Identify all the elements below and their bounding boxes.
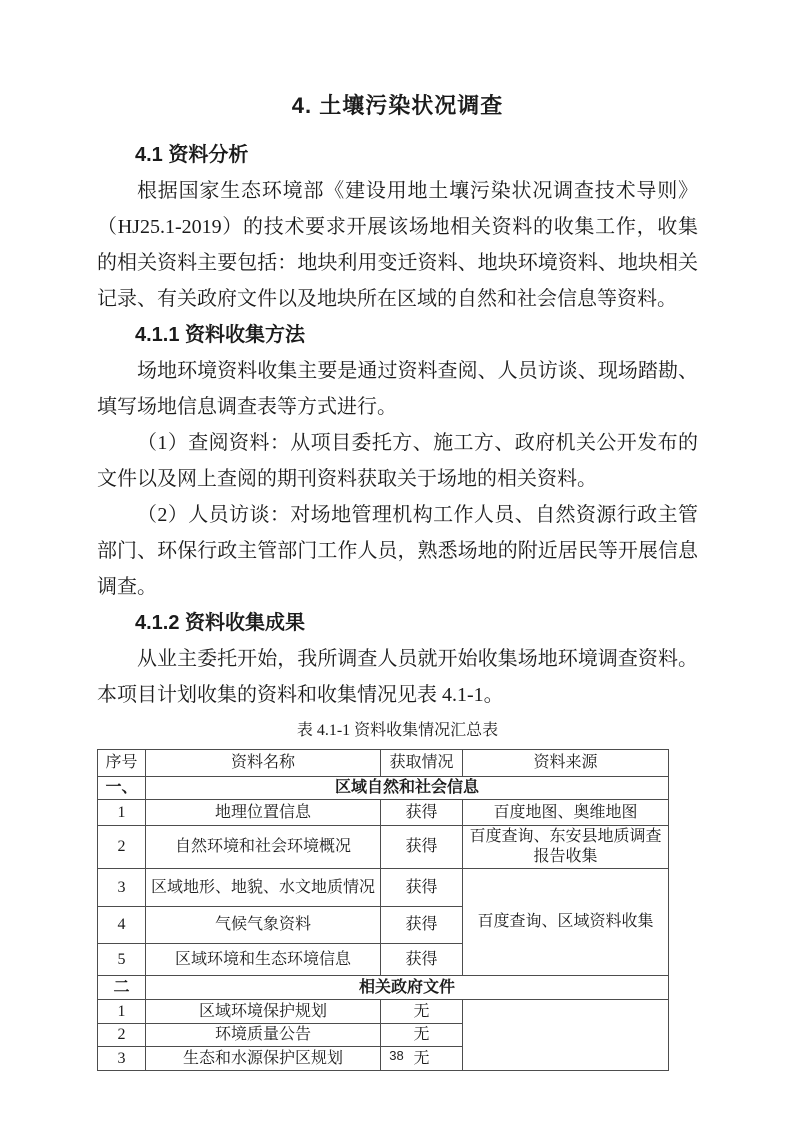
cell-index: 2 bbox=[98, 1024, 146, 1047]
paragraph-4-1-1-intro: 场地环境资料收集主要是通过资料查阅、人员访谈、现场踏勘、填写场地信息调查表等方式进行。 bbox=[97, 360, 698, 418]
table-caption: 表 4.1-1 资料收集情况汇总表 bbox=[296, 722, 499, 739]
paragraph-4-1: 根据国家生态环境部《建设用地土壤污染状况调查技术导则》（HJ25.1-2019）的技术要求开展该场地相关资料的收集工作，收集的相关资料主要包括：地块利用变迁资料、地块环境资料、地块相关记录、有关政府文件以及地块所在区域的自然和社会信息等资料。 bbox=[97, 180, 698, 310]
cell-status: 获得 bbox=[381, 800, 463, 826]
cell-index: 1 bbox=[98, 1000, 146, 1024]
cell-index: 2 bbox=[98, 826, 146, 869]
table-section-row-2 bbox=[98, 976, 669, 1000]
section-index: 二 bbox=[98, 976, 146, 1000]
cell-source: 百度地图、奥维地图 bbox=[463, 800, 669, 826]
col-header-status: 获取情况 bbox=[381, 750, 463, 777]
cell-source: 百度查询、东安县地质调查报告收集 bbox=[463, 826, 669, 869]
col-header-source: 资料来源 bbox=[463, 750, 669, 777]
cell-index: 5 bbox=[98, 944, 146, 976]
cell-name: 生态和水源保护区规划 bbox=[146, 1047, 381, 1071]
cell-index: 1 bbox=[98, 800, 146, 826]
table-row bbox=[98, 800, 669, 826]
cell-name: 自然环境和社会环境概况 bbox=[146, 826, 381, 869]
paragraph-4-1-1-item-1: （1）查阅资料：从项目委托方、施工方、政府机关公开发布的文件以及网上查阅的期刊资料获取关于场地的相关资料。 bbox=[97, 432, 698, 490]
cell-status: 获得 bbox=[381, 907, 463, 944]
section-title: 相关政府文件 bbox=[146, 976, 669, 1000]
cell-status: 获得 bbox=[381, 826, 463, 869]
table-section-row-1 bbox=[98, 777, 669, 800]
section-heading-4-1: 4.1 资料分析 bbox=[135, 144, 249, 166]
cell-name: 区域地形、地貌、水文地质情况 bbox=[146, 869, 381, 907]
col-header-name: 资料名称 bbox=[146, 750, 381, 777]
cell-name: 区域环境和生态环境信息 bbox=[146, 944, 381, 976]
table-row bbox=[98, 869, 669, 907]
cell-status: 无 bbox=[381, 1000, 463, 1024]
cell-name: 环境质量公告 bbox=[146, 1024, 381, 1047]
section-index: 一、 bbox=[98, 777, 146, 800]
cell-index: 3 bbox=[98, 869, 146, 907]
paragraph-4-1-1-item-2: （2）人员访谈：对场地管理机构工作人员、自然资源行政主管部门、环保行政主管部门工作人员，熟悉场地的附近居民等开展信息调查。 bbox=[97, 504, 698, 598]
cell-status: 获得 bbox=[381, 869, 463, 907]
page-title: 4. 土壤污染状况调查 bbox=[291, 93, 504, 118]
cell-source-merged: 百度查询、区域资料收集 bbox=[463, 869, 669, 976]
cell-status: 获得 bbox=[381, 944, 463, 976]
data-collection-table bbox=[97, 749, 669, 1071]
table-header-row bbox=[98, 750, 669, 777]
section-heading-4-1-2: 4.1.2 资料收集成果 bbox=[135, 612, 306, 634]
section-heading-4-1-1: 4.1.1 资料收集方法 bbox=[135, 324, 306, 346]
col-header-index: 序号 bbox=[98, 750, 146, 777]
page-number: 38 bbox=[389, 1048, 404, 1063]
section-title: 区域自然和社会信息 bbox=[146, 777, 669, 800]
cell-status: 无 bbox=[381, 1047, 463, 1071]
cell-name: 气候气象资料 bbox=[146, 907, 381, 944]
table-row bbox=[98, 826, 669, 869]
paragraph-4-1-2: 从业主委托开始，我所调查人员就开始收集场地环境调查资料。本项目计划收集的资料和收集情况见表 4.1-1。 bbox=[97, 648, 698, 706]
cell-status: 无 bbox=[381, 1024, 463, 1047]
cell-index: 3 bbox=[98, 1047, 146, 1071]
cell-name: 地理位置信息 bbox=[146, 800, 381, 826]
cell-name: 区域环境保护规划 bbox=[146, 1000, 381, 1024]
table-row bbox=[98, 1000, 669, 1024]
cell-index: 4 bbox=[98, 907, 146, 944]
